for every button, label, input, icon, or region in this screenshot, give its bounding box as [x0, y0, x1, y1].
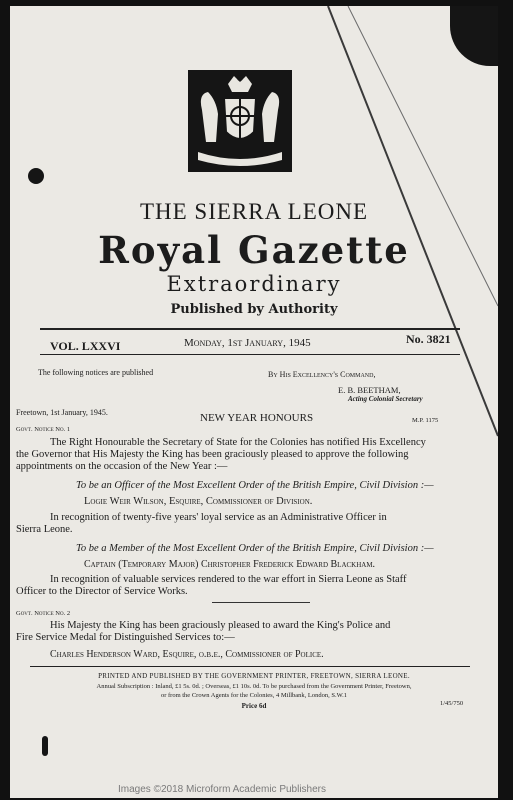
microform-watermark: Images ©2018 Microform Academic Publishers [118, 784, 327, 795]
volume-number: VOL. LXXVI [50, 339, 121, 353]
signatory-title: Acting Colonial Secretary [348, 395, 423, 403]
ink-blot [28, 168, 44, 184]
published-line: The following notices are published [38, 368, 154, 377]
printer-line: PRINTED AND PUBLISHED BY THE GOVERNMENT PRINTER, FREETOWN, SIERRA LEONE. [98, 672, 410, 680]
gazette-name: Royal Gazette [98, 228, 410, 272]
notice1-heading: NEW YEAR HONOURS [200, 412, 314, 424]
notice1-para-line: the Governor that His Majesty the King has been graciously pleased to approve the following [16, 449, 409, 460]
gazette-authority: Published by Authority [170, 302, 338, 317]
notice2-para-line: Fire Service Medal for Distinguished Services to:— [16, 632, 235, 643]
price-label: Price 6d [241, 702, 267, 710]
notice2-para-line: His Majesty the King has been graciously pleased to award the King's Police and [50, 620, 391, 631]
signatory-name: E. B. BEETHAM, [338, 385, 401, 395]
subscription-line: Annual Subscription : Inland, £1 5s. 0d. ; Overseas, £1 10s. 0d. To be purchased from the Government Printer, Freetown, [96, 683, 412, 690]
honouree-ward: Charles Henderson Ward, Esquire, o.b.e., Commissioner of Police. [50, 649, 324, 660]
subscription-line: or from the Crown Agents for the Colonies, 4 Millbank, London, S.W.1 [160, 692, 348, 699]
order-member-heading: To be a Member of the Most Excellent Order of the British Empire, Civil Division :— [76, 543, 434, 554]
notice1-ref: M.P. 1175 [412, 417, 439, 424]
order-officer-heading: To be an Officer of the Most Excellent Order of the British Empire, Civil Division :— [76, 480, 434, 491]
notice1-label: Govt. Notice No. 1 [16, 426, 71, 433]
ink-blot [42, 736, 48, 756]
print-code: 1/45/750 [440, 700, 464, 707]
issue-date: Monday, 1st January, 1945 [184, 337, 311, 349]
recognition-line: Officer to the Director of Service Works. [16, 586, 188, 597]
gazette-title-line: THE SIERRA LEONE [139, 199, 369, 224]
notice2-label: Govt. Notice No. 2 [16, 610, 71, 617]
notice1-para-line: The Right Honourable the Secretary of State for the Colonies has notified His Excellency [50, 437, 426, 448]
recognition-line: Sierra Leone. [16, 524, 73, 535]
footer-rule [30, 666, 470, 667]
issue-number: No. 3821 [406, 332, 451, 346]
gazette-page [10, 6, 498, 798]
recognition-line: In recognition of valuable services rendered to the war effort in Sierra Leone as Staff [50, 574, 407, 585]
notice1-para-line: appointments on the occasion of the New Year :— [16, 461, 228, 472]
honouree-wilson: Logie Weir Wilson, Esquire, Commissioner of Division. [84, 496, 313, 507]
place-date: Freetown, 1st January, 1945. [16, 408, 108, 417]
header-top-rule [40, 328, 460, 330]
royal-coat-of-arms-icon [188, 70, 292, 172]
header-bottom-rule [40, 354, 460, 355]
command-line: By His Excellency's Command, [268, 370, 376, 379]
gazette-edition: Extraordinary [166, 272, 342, 296]
recognition-line: In recognition of twenty-five years' loyal service as an Administrative Officer in [50, 512, 387, 523]
honouree-blackham: Captain (Temporary Major) Christopher Frederick Edward Blackham. [84, 559, 376, 570]
notice-separator [212, 602, 310, 603]
